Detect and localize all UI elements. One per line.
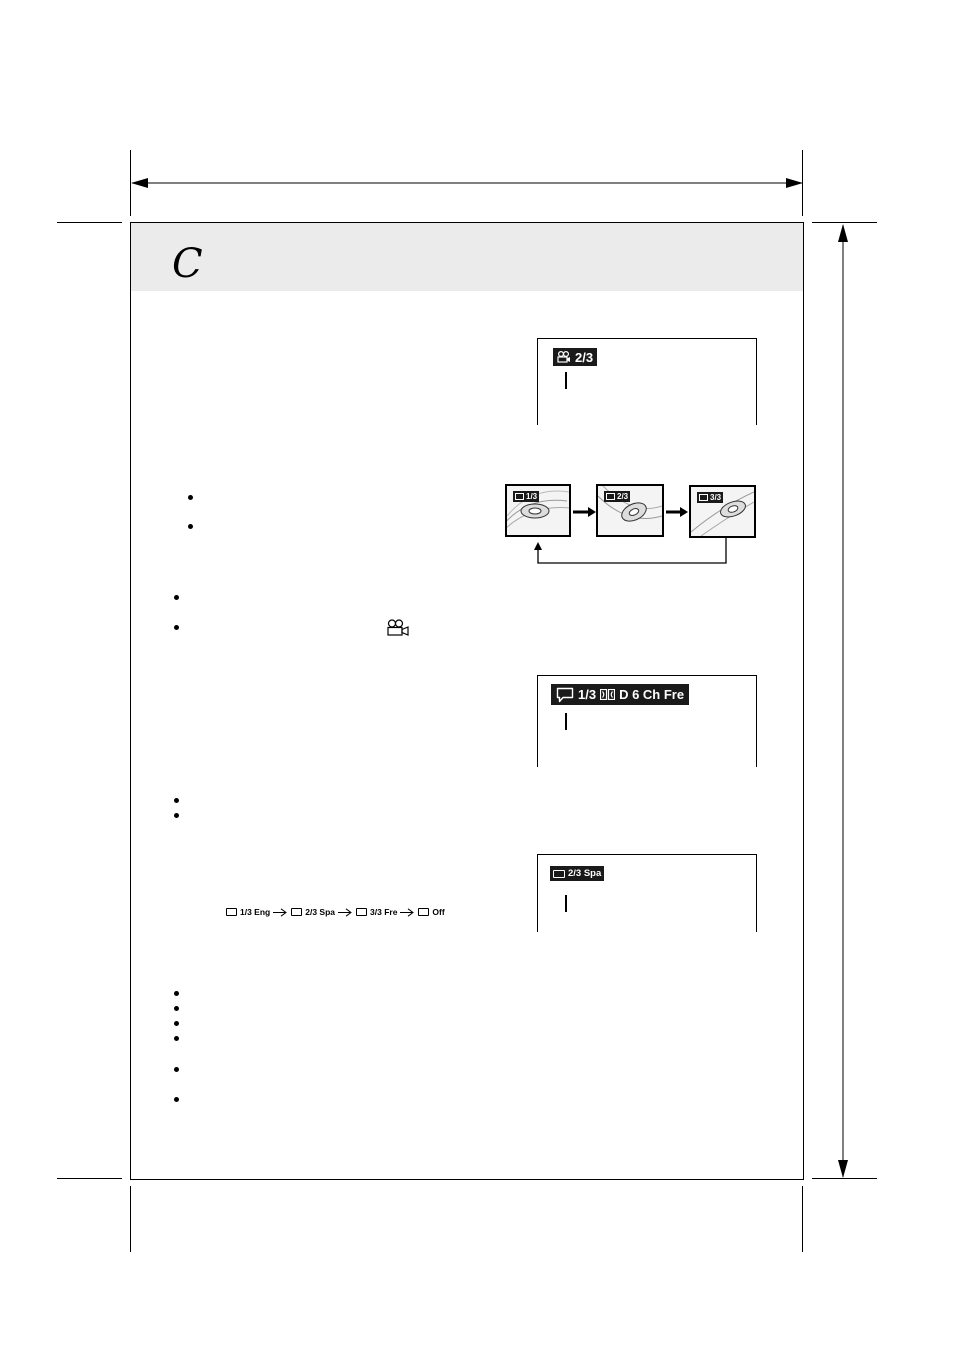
height-dimension-arrow <box>836 222 850 1180</box>
angle-frame-2-label: 2/3 <box>604 491 630 502</box>
crop-mark-right-vertical-bottom <box>802 1186 803 1252</box>
subtitle-option: 2/3 Spa <box>305 907 336 917</box>
arrow-right-icon <box>273 908 288 917</box>
angle-osd-banner <box>553 348 597 366</box>
bullet <box>174 1097 179 1102</box>
speech-bubble-icon <box>556 687 574 703</box>
camera-icon <box>515 493 524 500</box>
bullet <box>174 1021 179 1026</box>
bullet <box>174 1036 179 1041</box>
subtitle-option: 1/3 Eng <box>240 907 271 917</box>
subtitle-option: Off <box>432 907 445 917</box>
audio-osd-format: D 6 Ch Fre <box>619 687 685 702</box>
arrow-right-icon <box>338 908 353 917</box>
subtitle-icon <box>291 908 302 916</box>
subtitle-cycle-flow <box>226 907 445 917</box>
angle-frame-1-label: 1/3 <box>513 491 539 502</box>
bullet <box>174 991 179 996</box>
subtitle-osd-value: 2/3 Spa <box>568 868 602 879</box>
audio-osd-value: 1/3 <box>578 687 597 702</box>
bullet <box>174 1067 179 1072</box>
camera-icon <box>557 351 571 363</box>
subtitle-icon <box>418 908 429 916</box>
bullet <box>174 595 179 600</box>
angle-sequence-arrows <box>530 500 730 568</box>
subtitle-icon <box>356 908 367 916</box>
bullet <box>174 625 179 630</box>
header-letter: C <box>172 241 203 287</box>
subtitle-option: 3/3 Fre <box>370 907 398 917</box>
audio-osd-cursor <box>565 713 567 730</box>
bullet <box>174 1006 179 1011</box>
angle-frame-3-label: 3/3 <box>697 492 723 503</box>
subtitle-icon <box>226 908 237 916</box>
camera-icon <box>606 493 615 500</box>
camera-icon <box>386 619 410 636</box>
subtitle-osd-cursor <box>565 895 567 912</box>
width-dimension-arrow <box>128 176 806 190</box>
bullet <box>188 495 193 500</box>
subtitle-icon <box>553 870 565 878</box>
header-band <box>131 223 803 291</box>
bullet <box>174 813 179 818</box>
subtitle-osd-banner <box>550 866 604 881</box>
angle-osd-cursor <box>565 372 567 389</box>
arrow-right-icon <box>400 908 415 917</box>
bullet <box>188 524 193 529</box>
crop-mark-left-horizontal-top <box>57 222 122 223</box>
bullet <box>174 798 179 803</box>
dolby-icon <box>600 689 615 700</box>
crop-mark-left-vertical-bottom <box>130 1186 131 1252</box>
angle-osd-value: 2/3 <box>575 349 594 365</box>
audio-osd-banner <box>551 684 689 705</box>
crop-mark-left-horizontal-bottom <box>57 1178 122 1179</box>
